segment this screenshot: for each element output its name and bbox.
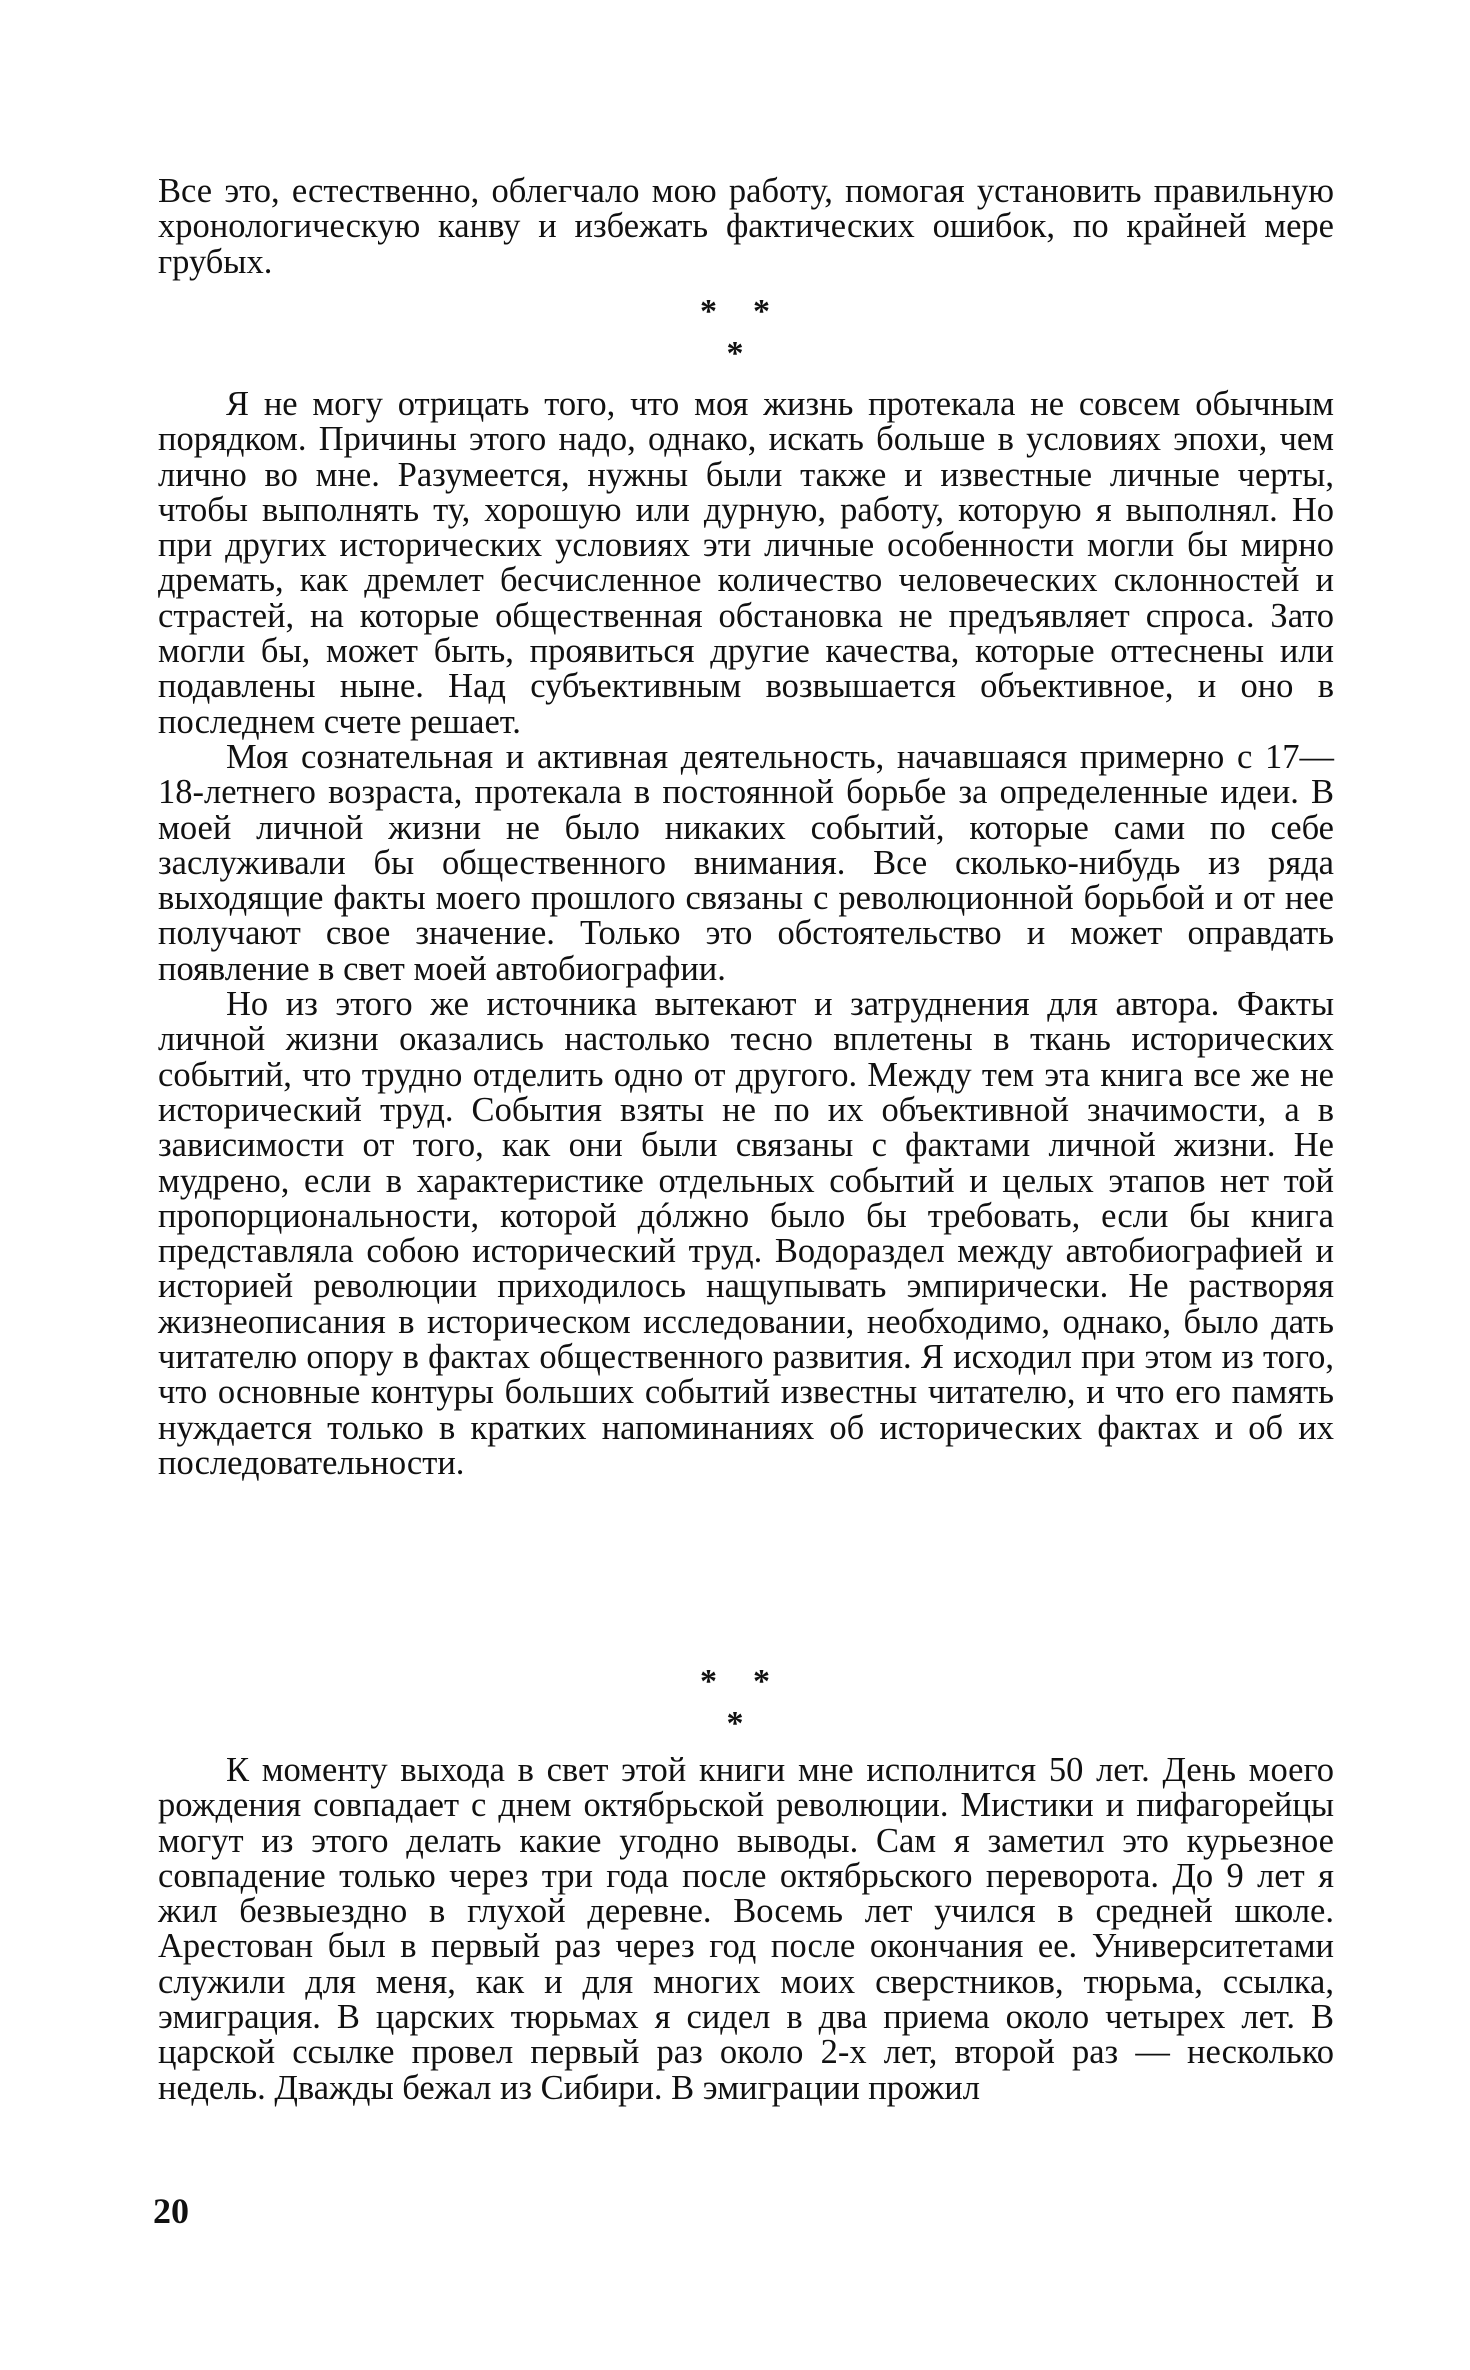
text-block-1: [158, 174, 1334, 280]
paragraph: Я не могу отрицать того, что моя жизнь протекала не совсем обычным порядком. Причины этого надо, однако, искать больше в условиях эпохи, чем лично во мне. Разумеется, нужны были также и известные личные черты, чтобы выполнять ту, хорошую или дурную, работу, которую я выполнял. Но при других исторических условиях эти личные особенности могли бы мирно дремать, как дремлет бесчисленное количество человеческих склонностей и страстей, на которые общественная обстановка не предъявляет спроса. Зато могли бы, может быть, проявиться другие качества, которые оттеснены или подавлены ныне. Над субъективным возвышается объективное, и оно в последнем счете решает.: [158, 385, 1334, 741]
paragraph: К моменту выхода в свет этой книги мне исполнится 50 лет. День моего рождения совпадает с днем октябрьской революции. Мистики и пифагорейцы могут из этого делать какие угодно выводы. Сам я заметил это курьезное совпадение только через три года после октябрьского переворота. До 9 лет я жил безвыездно в глухой деревне. Восемь лет учился в средней школе. Арестован был в первый раз через год после окончания ее. Университетами служили для меня, как и для многих моих сверстников, тюрьма, ссылка, эмиграция. В царских тюрьмах я сидел в два приема около четырех лет. В царской ссылке провел первый раз около 2-х лет, второй раз — несколько недель. Дважды бежал из Сибири. В эмиграции прожил: [158, 1751, 1334, 2107]
paragraph: Все это, естественно, облегчало мою работу, помогая установить правильную хронологическую канву и избежать фактических ошибок, по крайней мере грубых.: [158, 172, 1334, 281]
paragraph: Моя сознательная и активная деятельность, начавшаяся примерно с 17—18-летнего возраста, протекала в постоянной борьбе за определенные идеи. В моей личной жизни не было никаких событий, которые сами по себе заслуживали бы общественного внимания. Все сколько-нибудь из ряда выходящие факты моего прошлого связаны с революционной борьбой и от нее получают свое значение. Только это обстоятельство и может оправдать появление в свет моей автобиографии.: [158, 737, 1334, 988]
separator-star-bottom: *: [726, 1705, 744, 1742]
separator-stars-top: **: [700, 293, 806, 330]
paragraph: Но из этого же источника вытекают и затруднения для автора. Факты личной жизни оказались настолько тесно вплетены в ткань исторических событий, что трудно отделить одно от другого. Между тем эта книга все же не исторический труд. События взяты не по их объективной значимости, а в зависимости от того, как они были связаны с фактами личной жизни. Не мудрено, если в характеристике отдельных событий и целых этапов нет той пропорциональности, которой дóлжно было бы требовать, если бы книга представляла собою исторический труд. Водораздел между автобиографией и историей революции приходилось нащупывать эмпирически. Не растворяя жизнеописания в историческом исследовании, необходимо, однако, было дать читателю опору в фактах общественного развития. Я исходил при этом из того, что основные контуры больших событий известны читателю, и что его память нуждается только в кратких напоминаниях об исторических фактах и об их последовательности.: [158, 985, 1334, 1482]
separator-star-bottom: *: [726, 335, 744, 372]
page-number: 20: [153, 2191, 189, 2231]
section-separator: [0, 1665, 1470, 1741]
text-block-3: [158, 1753, 1334, 2106]
text-block-2: [158, 387, 1334, 1481]
separator-stars-top: **: [700, 1663, 806, 1700]
section-separator: [0, 295, 1470, 371]
